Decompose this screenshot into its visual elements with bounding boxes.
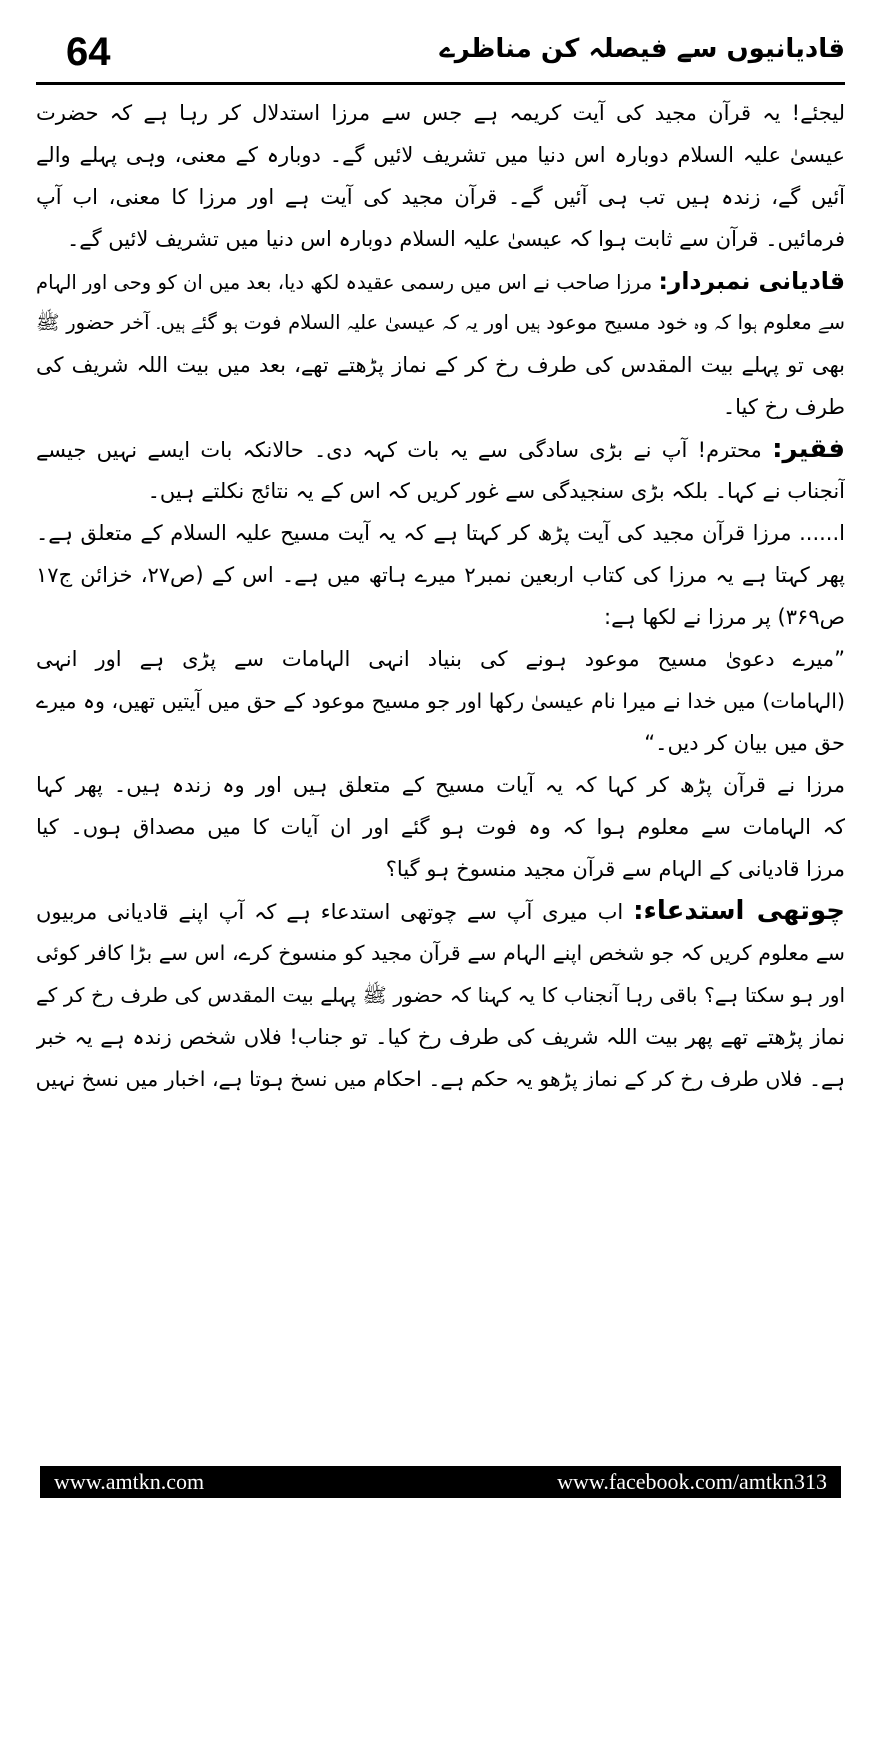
text-line: سے معلوم کریں کہ جو شخص اپنے الہام سے قرآن مجید کو منسوخ کرے، اس سے بڑا کافر کوئی (36, 941, 845, 965)
text-line: طرف رخ کیا۔ (722, 395, 845, 419)
speaker-text: مرزا صاحب نے اس میں رسمی عقیدہ لکھ دیا، بعد میں ان کو وحی اور الہام (36, 271, 653, 294)
text-line: فرمائیں۔ قرآن سے ثابت ہوا کہ عیسیٰ علیہ السلام دوبارہ اس دنیا میں تشریف لائیں گے۔ (66, 227, 845, 251)
facebook-link[interactable]: www.facebook.com/amtkn313 (557, 1469, 827, 1494)
page-footer (40, 1466, 841, 1498)
website-link[interactable]: www.amtkn.com (54, 1469, 205, 1494)
text-line (36, 890, 845, 932)
running-title: قادیانیوں سے فیصلہ کن مناظرے (439, 34, 845, 64)
quote-line: حق میں بیان کر دیں۔“ (644, 731, 845, 755)
text-line: نماز پڑھتے تھے پھر بیت اللہ شریف کی طرف رخ کیا۔ تو جناب! فلاں شخص زندہ ہے یہ خبر (36, 1025, 845, 1049)
text-line (36, 512, 845, 554)
text-line: بھی تو پہلے بیت المقدس کی طرف رخ کر کے نماز پڑھتے تھے، بعد میں بیت اللہ شریف کی (36, 353, 845, 377)
list-number: ا...... (799, 521, 845, 545)
page-header (36, 28, 845, 76)
text-line: لیجئے! یہ قرآن مجید کی آیت کریمہ ہے جس سے مرزا استدلال کر رہا ہے کہ حضرت (36, 101, 845, 125)
text-line: پھر کہتا ہے یہ مرزا کی کتاب اربعین نمبر۲ میرے ہاتھ میں ہے۔ اس کے (ص۲۷، خزائن ج۱۷ (36, 563, 845, 587)
text-line: سے معلوم ہوا کہ وہ خود مسیح موعود ہیں اور یہ کہ عیسیٰ علیہ السلام فوت ہو گئے ہیں۔ آخر حضور ﷺ (36, 311, 845, 334)
speaker-label-qadiani: قادیانی نمبردار: (658, 267, 845, 295)
text-line: آنجناب نے کہا۔ بلکہ بڑی سنجیدگی سے غور کریں کہ اس کے یہ نتائج نکلتے ہیں۔ (147, 479, 845, 503)
text-line: مرزا نے قرآن پڑھ کر کہا کہ یہ آیات مسیح کے متعلق ہیں اور وہ زندہ ہیں۔ پھر کہا (36, 773, 845, 797)
header-divider (36, 82, 845, 85)
text-line (36, 428, 845, 470)
speaker-text: محترم! آپ نے بڑی سادگی سے یہ بات کہہ دی۔ حالانکہ بات ایسے نہیں جیسے (36, 438, 762, 462)
text-line: کہ الہامات سے معلوم ہوا کہ وہ فوت ہو گئے اور ان آیات کا میں مصداق ہوں۔ کیا (36, 815, 845, 839)
text-line: اور ہو سکتا ہے؟ باقی رہا آنجناب کا یہ کہنا کہ حضور ﷺ پہلے بیت المقدس کی طرف رخ کر کے (36, 983, 845, 1007)
text-line: عیسیٰ علیہ السلام دوبارہ اس دنیا میں تشریف لائیں گے۔ دوبارہ کے معنی، وہی پہلے والے (36, 143, 845, 167)
page-body (36, 92, 845, 1752)
text-line: آئیں گے، زندہ ہیں تب ہی آئیں گے۔ قرآن مجید کی آیت ہے اور مرزا کا معنی، اب آپ (36, 185, 845, 209)
quote-line: ”میرے دعویٰ مسیح موعود ہونے کی بنیاد انہی الہامات سے پڑی ہے اور انہی (36, 647, 845, 671)
text-line (36, 260, 845, 302)
quote-line: (الہامات) میں خدا نے میرا نام عیسیٰ رکھا اور جو مسیح موعود کے حق میں آیتیں تھیں، وہ میرے (36, 689, 845, 713)
speaker-text: اب میری آپ سے چوتھی استدعاء ہے کہ آپ اپنے قادیانی مربیوں (36, 900, 624, 924)
speaker-label-fourth-request: چوتھی استدعاء: (633, 896, 845, 926)
text-line: ص۳۶۹) پر مرزا نے لکھا ہے: (604, 605, 845, 629)
speaker-label-faqeer: فقیر: (772, 434, 845, 464)
list-text: مرزا قرآن مجید کی آیت پڑھ کر کہتا ہے کہ یہ آیت مسیح علیہ السلام کے متعلق ہے۔ (36, 521, 792, 545)
text-line: ہے۔ فلاں طرف رخ کر کے نماز پڑھو یہ حکم ہے۔ احکام میں نسخ ہوتا ہے، اخبار میں نسخ نہیں (36, 1067, 845, 1091)
text-line: مرزا قادیانی کے الہام سے قرآن مجید منسوخ ہو گیا؟ (385, 857, 845, 881)
page-number: 64 (66, 30, 111, 74)
